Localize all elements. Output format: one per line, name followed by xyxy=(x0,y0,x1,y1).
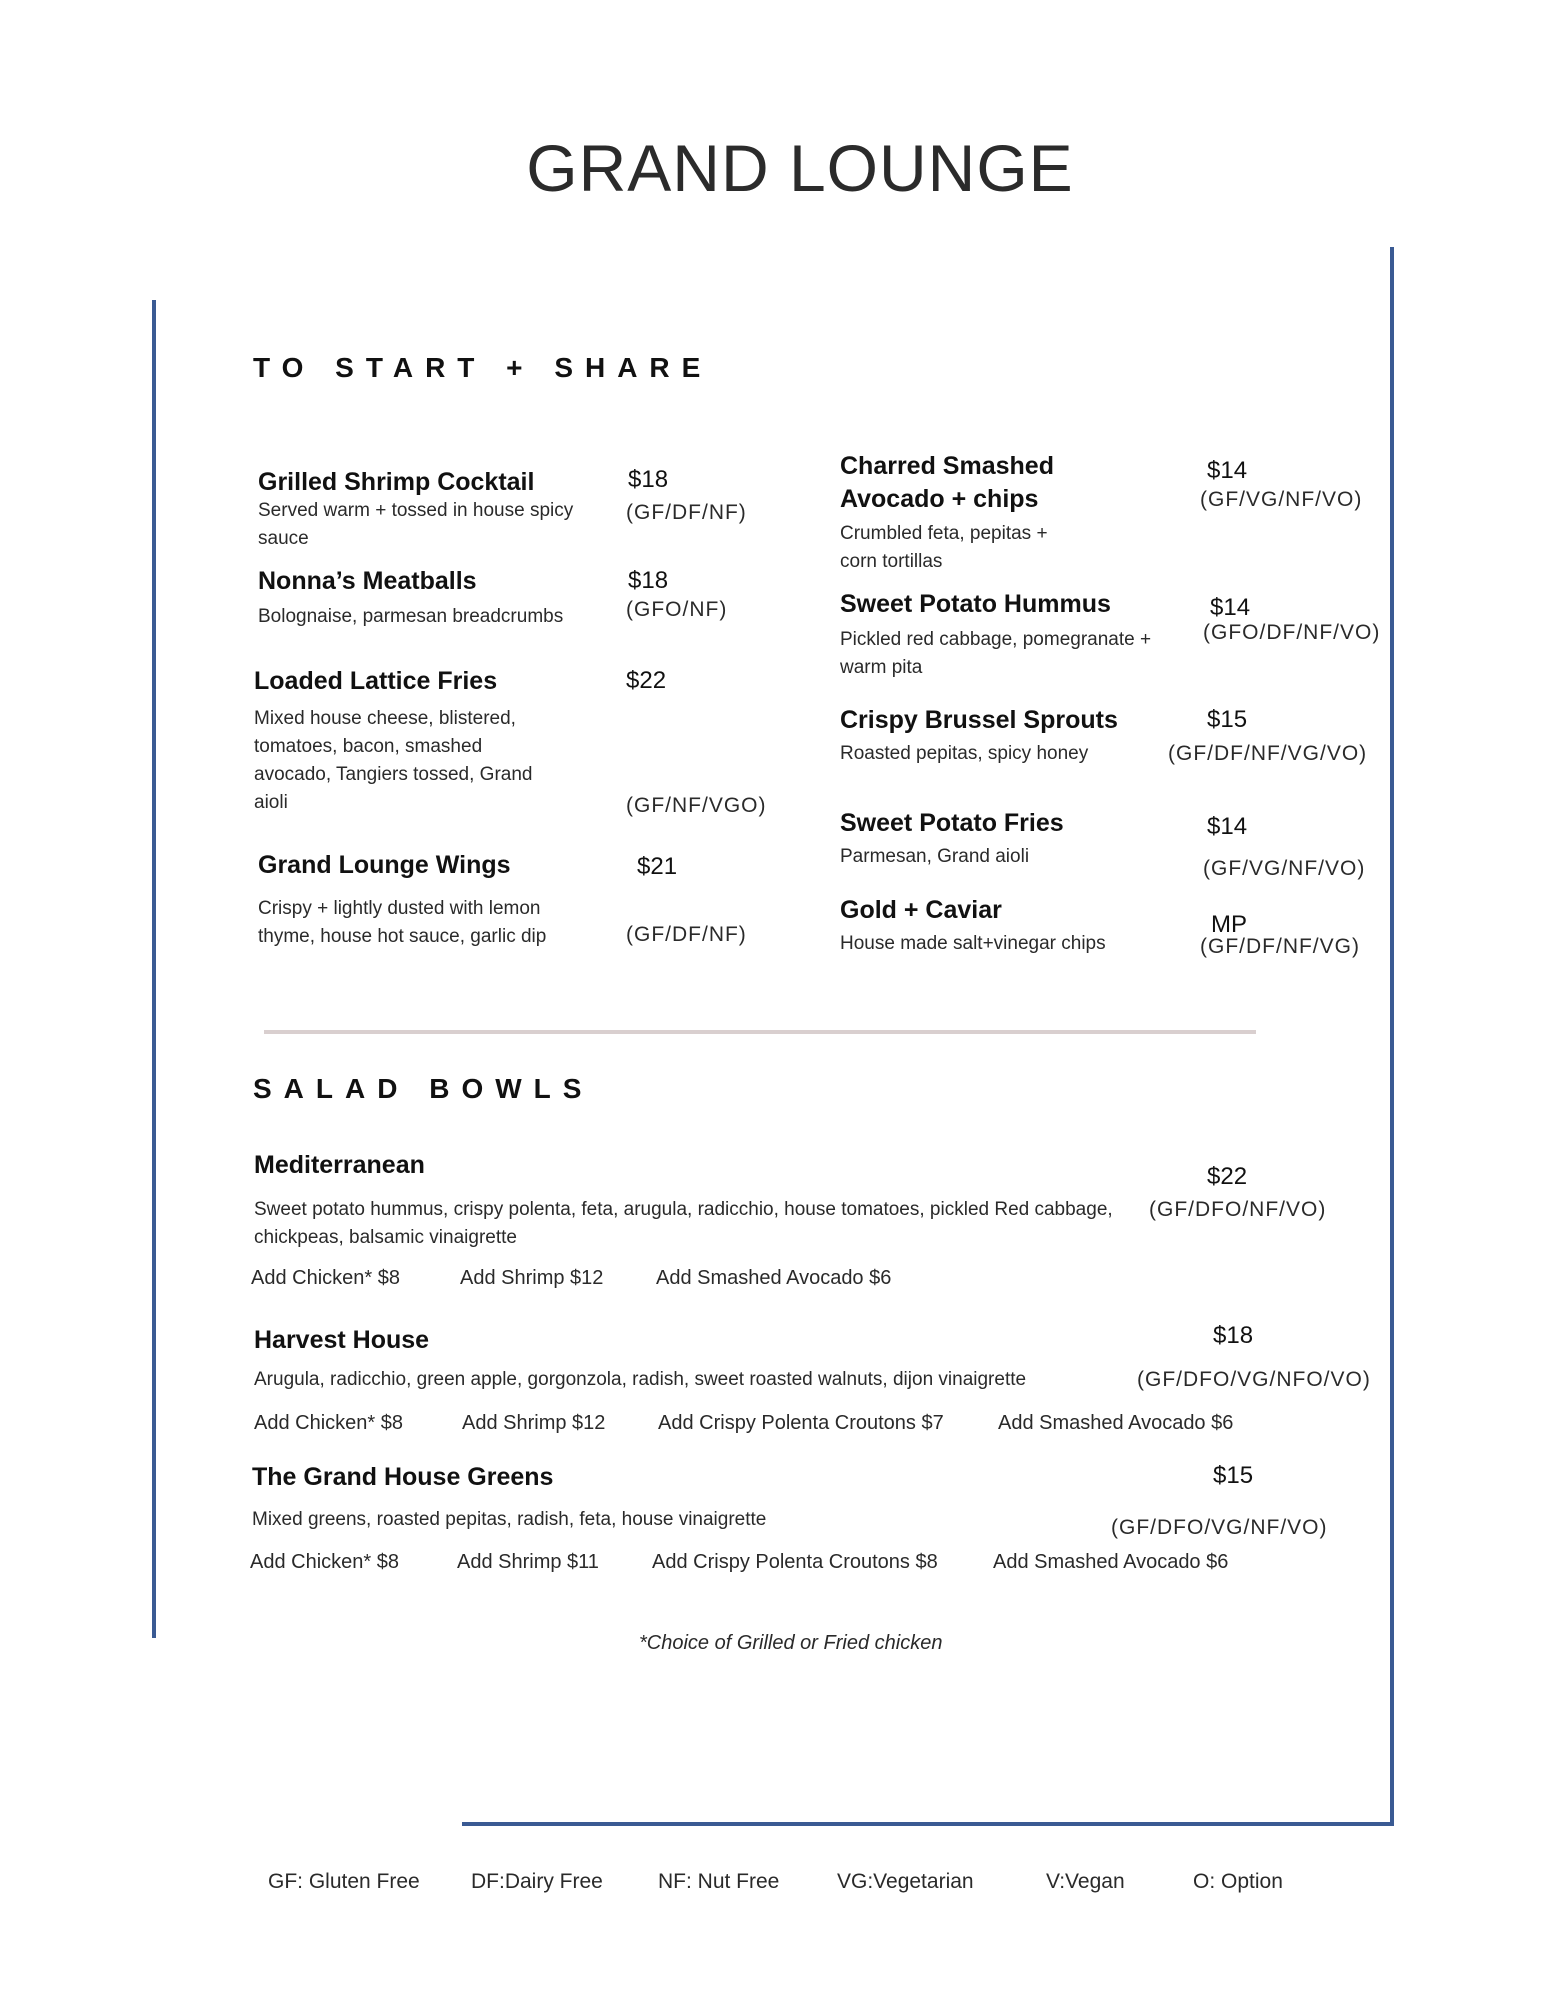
section-divider xyxy=(264,1030,1256,1034)
legend-option: O: Option xyxy=(1193,1870,1283,1893)
item-name: Grand Lounge Wings xyxy=(258,851,511,879)
item-diet-codes: (GF/VG/NF/VO) xyxy=(1200,488,1363,511)
item-diet-codes: (GFO/NF) xyxy=(626,598,728,621)
item-diet-codes: (GF/DF/NF/VG/VO) xyxy=(1168,742,1368,765)
item-diet-codes: (GF/DFO/NF/VO) xyxy=(1149,1198,1327,1221)
item-price: $18 xyxy=(1213,1322,1254,1349)
frame-bottom-line xyxy=(462,1822,1394,1826)
item-price: $21 xyxy=(637,853,678,880)
addon-shrimp: Add Shrimp $12 xyxy=(460,1267,604,1289)
item-name: Charred Smashed Avocado + chips xyxy=(840,452,1054,513)
item-price: $15 xyxy=(1213,1462,1254,1489)
chicken-choice-note: *Choice of Grilled or Fried chicken xyxy=(639,1632,943,1654)
legend-vegan: V:Vegan xyxy=(1046,1870,1125,1893)
section-heading-salad-bowls: SALAD BOWLS xyxy=(253,1073,594,1104)
item-price: $14 xyxy=(1210,594,1251,621)
item-name: Sweet Potato Hummus xyxy=(840,590,1111,618)
addon-chicken: Add Chicken* $8 xyxy=(250,1551,399,1573)
item-name: Loaded Lattice Fries xyxy=(254,667,498,695)
addon-polenta-croutons: Add Crispy Polenta Croutons $7 xyxy=(658,1412,944,1434)
item-description: Pickled red cabbage, pomegranate + warm pita xyxy=(840,629,1152,678)
item-description: Bolognaise, parmesan breadcrumbs xyxy=(258,606,564,627)
item-name: Gold + Caviar xyxy=(840,896,1002,924)
legend-vegetarian: VG:Vegetarian xyxy=(837,1870,974,1893)
item-description: Mixed house cheese, blistered, tomatoes, bacon, smashed avocado, Tangiers tossed, Grand aioli xyxy=(254,708,533,813)
legend-nut-free: NF: Nut Free xyxy=(658,1870,780,1893)
item-price: $18 xyxy=(628,567,669,594)
item-description: House made salt+vinegar chips xyxy=(840,933,1106,954)
item-name: Sweet Potato Fries xyxy=(840,809,1064,837)
item-diet-codes: (GF/DFO/VG/NFO/VO) xyxy=(1137,1368,1371,1391)
item-name: The Grand House Greens xyxy=(252,1463,554,1491)
item-description: Arugula, radicchio, green apple, gorgonzola, radish, sweet roasted walnuts, dijon vinaigrette xyxy=(254,1369,1027,1390)
item-name: Harvest House xyxy=(254,1326,430,1354)
item-name: Crispy Brussel Sprouts xyxy=(840,706,1118,734)
addon-polenta-croutons: Add Crispy Polenta Croutons $8 xyxy=(652,1551,938,1573)
addon-shrimp: Add Shrimp $11 xyxy=(457,1551,599,1573)
addon-smashed-avocado: Add Smashed Avocado $6 xyxy=(993,1551,1229,1573)
page-title: GRAND LOUNGE xyxy=(526,131,1074,205)
item-diet-codes: (GF/DF/NF) xyxy=(626,501,747,524)
item-price: $22 xyxy=(626,667,667,694)
item-diet-codes: (GF/VG/NF/VO) xyxy=(1203,857,1366,880)
item-price: $14 xyxy=(1207,457,1248,484)
frame-left-line xyxy=(152,300,156,1638)
item-diet-codes: (GF/NF/VGO) xyxy=(626,794,767,817)
item-description: Crispy + lightly dusted with lemon thyme, house hot sauce, garlic dip xyxy=(258,898,547,947)
item-diet-codes: (GF/DFO/VG/NF/VO) xyxy=(1111,1516,1328,1539)
legend-gluten-free: GF: Gluten Free xyxy=(268,1870,420,1893)
item-diet-codes: (GF/DF/NF) xyxy=(626,923,747,946)
item-price: $22 xyxy=(1207,1163,1248,1190)
item-diet-codes: (GF/DF/NF/VG) xyxy=(1200,935,1360,958)
item-description: Parmesan, Grand aioli xyxy=(840,846,1030,867)
addon-chicken: Add Chicken* $8 xyxy=(251,1267,400,1289)
item-description: Crumbled feta, pepitas + corn tortillas xyxy=(840,523,1048,572)
item-name: Grilled Shrimp Cocktail xyxy=(258,468,535,496)
item-name: Mediterranean xyxy=(254,1151,425,1179)
item-price: $14 xyxy=(1207,813,1248,840)
item-price: MP xyxy=(1211,911,1247,938)
frame-right-line xyxy=(1390,247,1394,1825)
item-diet-codes: (GFO/DF/NF/VO) xyxy=(1203,621,1381,644)
addon-smashed-avocado: Add Smashed Avocado $6 xyxy=(656,1267,892,1289)
addon-chicken: Add Chicken* $8 xyxy=(254,1412,403,1434)
section-heading-start-share: TO START + SHARE xyxy=(253,352,713,383)
addon-shrimp: Add Shrimp $12 xyxy=(462,1412,606,1434)
item-description: Served warm + tossed in house spicy sauce xyxy=(258,500,574,549)
item-name: Nonna’s Meatballs xyxy=(258,567,477,595)
item-description: Sweet potato hummus, crispy polenta, feta, arugula, radicchio, house tomatoes, pickled Red cabbage, chickpeas, balsamic vinaigrette xyxy=(254,1199,1113,1248)
item-price: $15 xyxy=(1207,706,1248,733)
item-price: $18 xyxy=(628,466,669,493)
addon-smashed-avocado: Add Smashed Avocado $6 xyxy=(998,1412,1234,1434)
item-description: Mixed greens, roasted pepitas, radish, feta, house vinaigrette xyxy=(252,1509,767,1530)
legend-dairy-free: DF:Dairy Free xyxy=(471,1870,603,1893)
item-description: Roasted pepitas, spicy honey xyxy=(840,743,1089,764)
